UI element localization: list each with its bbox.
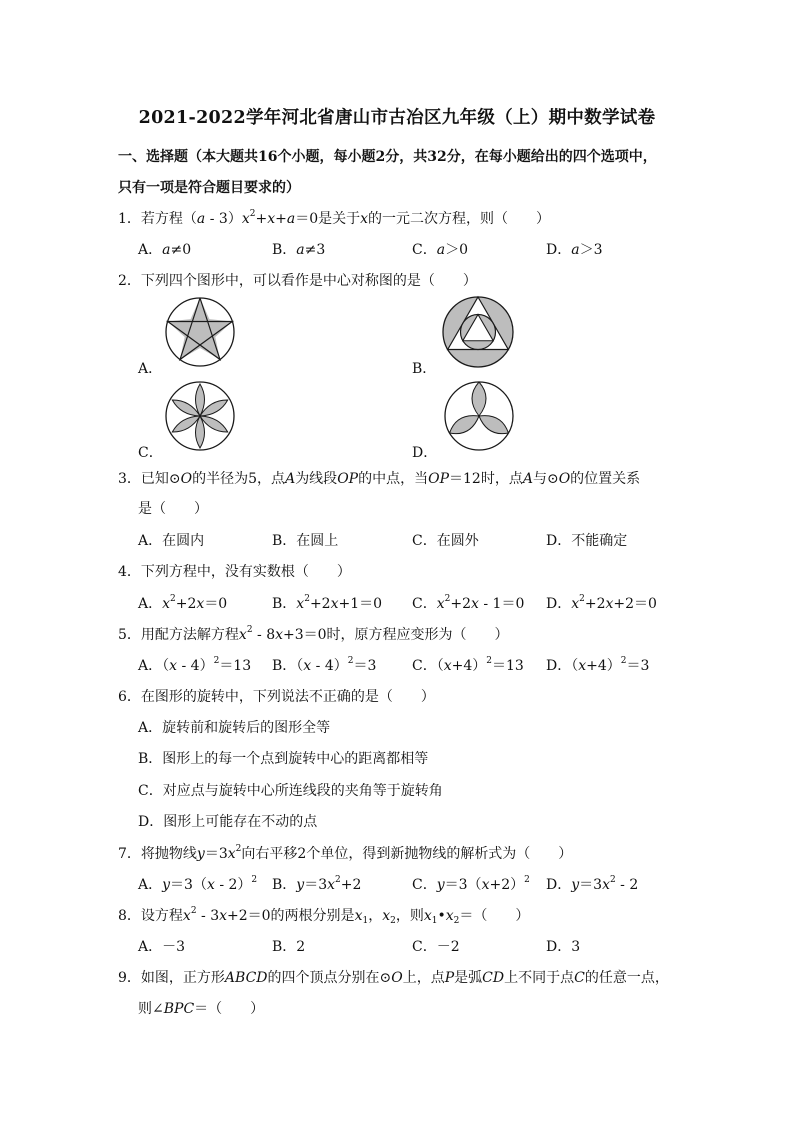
- q7-option-a: A．y＝3（x - 2）$^2$: [138, 875, 258, 893]
- question-9: 9．如图，正方形ABCD的四个顶点分别在⊙O上，点P是弧CD上不同于点C的任意一点，: [118, 970, 669, 986]
- q1-option-d: D．a＞3: [546, 242, 603, 258]
- q7-option-b: B．$y=3x^2+2$: [272, 875, 362, 893]
- q4-option-a: A．$x^2+2x=0$: [138, 594, 228, 612]
- question-5: 5．用配方法解方程$x^2 - 8x+3=0$时，原方程应变形为（ ）: [118, 625, 509, 643]
- question-7: 7．将抛物线$y=3x^2$向右平移2个单位，得到新抛物线的解析式为（ ）: [118, 844, 573, 862]
- page-title: 2021-2022学年河北省唐山市古冶区九年级（上）期中数学试卷: [138, 108, 656, 128]
- q3-option-b: B．在圆上: [272, 533, 339, 549]
- q6-option-c: C．对应点与旋转中心所连线段的夹角等于旋转角: [138, 783, 443, 799]
- section-heading-line2: 只有一项是符合题目要求的）: [118, 180, 300, 196]
- q5-option-a: A．（x - 4）$^2$＝13: [138, 656, 252, 674]
- q7-option-d: D．$y=3x^2 - 2$: [546, 875, 639, 893]
- three-petal-figure: [443, 380, 515, 452]
- q8-option-a: A．－3: [138, 939, 186, 955]
- q1-option-a: A．a≠0: [138, 242, 192, 258]
- q3-option-c: C．在圆外: [412, 533, 479, 549]
- q2-option-a-label: A．: [138, 361, 163, 377]
- question-3-line2: 是（ ）: [138, 501, 208, 517]
- q7-option-c: C．$y=3(x+2)^2$: [412, 875, 530, 893]
- q2-option-d-label: D．: [412, 445, 438, 461]
- question-4: 4．下列方程中，没有实数根（ ）: [118, 564, 351, 580]
- q6-option-d: D．图形上可能存在不动的点: [138, 814, 318, 830]
- q2-option-b-label: B．: [412, 361, 437, 377]
- question-6: 6．在图形的旋转中，下列说法不正确的是（ ）: [118, 689, 435, 705]
- q2-option-c-label: C．: [138, 445, 163, 461]
- q1-option-c: C．a＞0: [412, 242, 468, 258]
- q8-option-b: B．2: [272, 939, 306, 955]
- pentagram-in-circle-figure: [164, 296, 236, 368]
- q4-option-c: C．$x^2+2x - 1=0$: [412, 594, 525, 612]
- q6-option-a: A．旋转前和旋转后的图形全等: [138, 720, 331, 736]
- question-8: 8．设方程$x^2 - 3x+2=0$的两根分别是$x_1$，$x_2$，则$x_1•x_2=$（ ）: [118, 906, 530, 926]
- section-heading-line1: 一、选择题（本大题共16个小题，每小题2分，共32分，在每小题给出的四个选项中，: [118, 149, 657, 165]
- q1-option-b: B．a≠3: [272, 242, 326, 258]
- q5-option-b: B．（x - 4）$^2$＝3: [272, 656, 377, 674]
- triangle-in-circle-figure: [441, 295, 515, 369]
- q4-option-b: B．$x^2+2x+1=0$: [272, 594, 383, 612]
- question-9-line2: 则∠BPC＝（ ）: [138, 1001, 265, 1017]
- six-petal-flower-figure: [164, 380, 236, 452]
- q4-option-d: D．$x^2+2x+2=0$: [546, 594, 657, 612]
- q5-option-c: C．$(x+4)^2=13$: [412, 656, 524, 674]
- question-2: 2．下列四个图形中，可以看作是中心对称图的是（ ）: [118, 273, 477, 289]
- q8-option-d: D．3: [546, 939, 581, 955]
- q6-option-b: B．图形上的每一个点到旋转中心的距离都相等: [138, 751, 429, 767]
- q3-option-a: A．在圆内: [138, 533, 205, 549]
- question-1: 1．若方程$(a - 3)x^2+x+a=0$是关于x的一元二次方程，则（ ）: [118, 209, 551, 227]
- question-3: 3．已知⊙O的半径为5，点A为线段OP的中点，当OP＝12时，点A与⊙O的位置关系: [118, 471, 641, 487]
- q5-option-d: D．$(x+4)^2=3$: [546, 656, 650, 674]
- q8-option-c: C．－2: [412, 939, 460, 955]
- q3-option-d: D．不能确定: [546, 533, 628, 549]
